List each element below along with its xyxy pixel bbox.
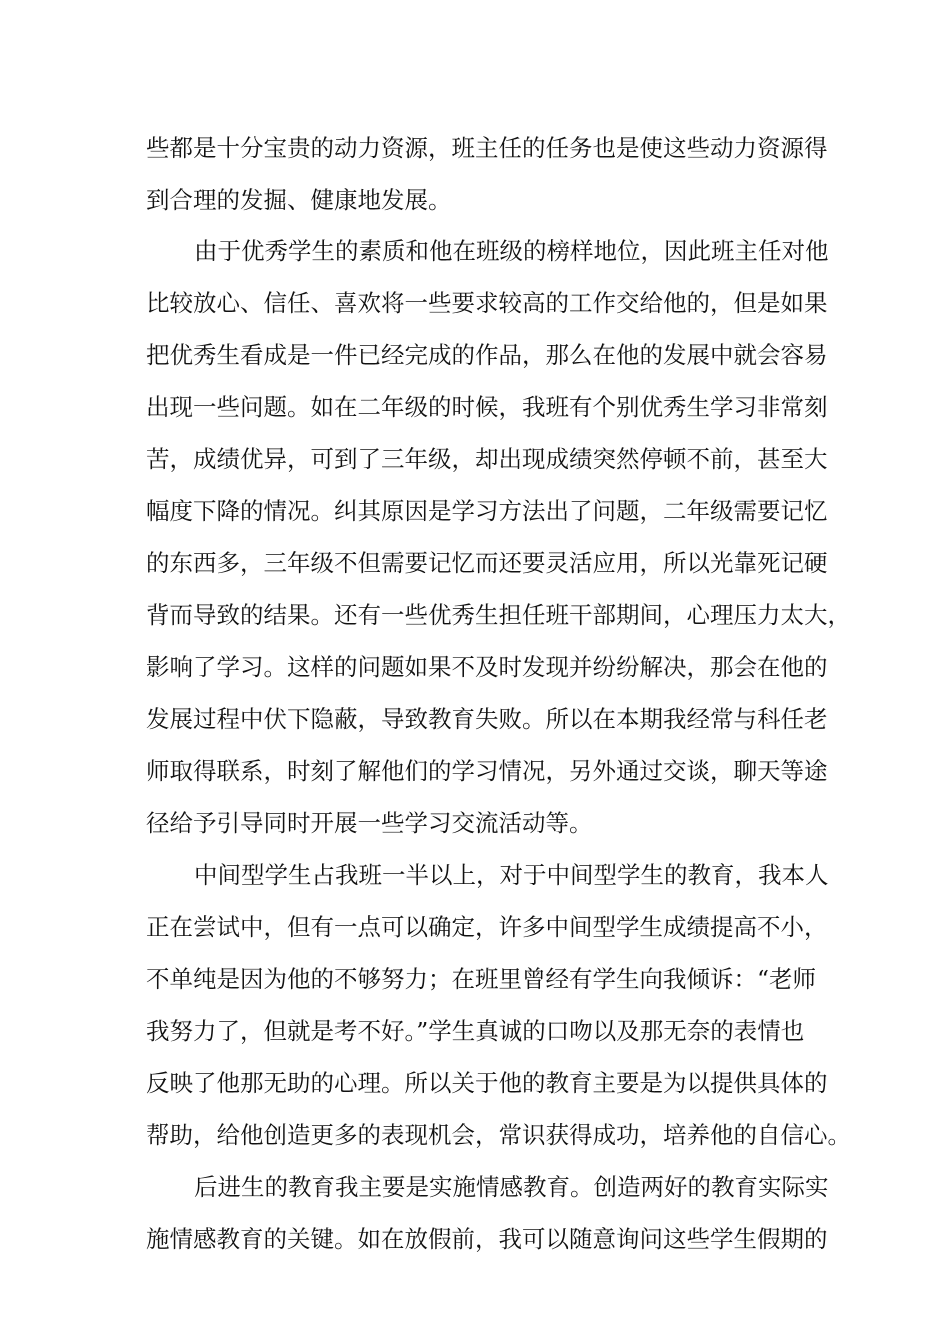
text-line: 出现一些问题。如在二年级的时候，我班有个别优秀生学习非常刻: [146, 393, 828, 421]
text-line: 的东西多，三年级不但需要记忆而还要灵活应用，所以光靠死记硬: [146, 549, 828, 577]
paragraph-first-line: 后进生的教育我主要是实施情感教育。创造两好的教育实际实: [194, 1173, 829, 1201]
text-line: 反映了他那无助的心理。所以关于他的教育主要是为以提供具体的: [146, 1069, 828, 1097]
text-line: 幅度下降的情况。纠其原因是学习方法出了问题，二年级需要记忆: [146, 497, 828, 525]
text-line: 正在尝试中，但有一点可以确定，许多中间型学生成绩提高不小，: [146, 913, 828, 941]
text-line: 施情感教育的关键。如在放假前，我可以随意询问这些学生假期的: [146, 1225, 828, 1253]
text-line: 师取得联系，时刻了解他们的学习情况，另外通过交谈，聊天等途: [146, 757, 828, 785]
text-line: 发展过程中伏下隐蔽，导致教育失败。所以在本期我经常与科任老: [146, 705, 828, 733]
text-line: 帮助，给他创造更多的表现机会，常识获得成功，培养他的自信心。: [146, 1121, 851, 1149]
text-line: 径给予引导同时开展一些学习交流活动等。: [146, 809, 593, 837]
paragraph-first-line: 由于优秀学生的素质和他在班级的榜样地位，因此班主任对他: [194, 237, 829, 265]
text-line: 影响了学习。这样的问题如果不及时发现并纷纷解决，那会在他的: [146, 653, 828, 681]
text-line: 些都是十分宝贵的动力资源，班主任的任务也是使这些动力资源得: [146, 134, 828, 162]
text-line: 到合理的发掘、健康地发展。: [146, 186, 452, 214]
text-line: 我努力了，但就是考不好。”学生真诚的口吻以及那无奈的表情也: [146, 1017, 805, 1045]
text-line: 背而导致的结果。还有一些优秀生担任班干部期间，心理压力太大，: [146, 601, 851, 629]
text-line: 不单纯是因为他的不够努力；在班里曾经有学生向我倾诉：“老师: [146, 965, 817, 993]
paragraph-first-line: 中间型学生占我班一半以上，对于中间型学生的教育，我本人: [194, 861, 829, 889]
text-line: 把优秀生看成是一件已经完成的作品，那么在他的发展中就会容易: [146, 341, 828, 369]
text-line: 苦，成绩优异，可到了三年级，却出现成绩突然停顿不前，甚至大: [146, 445, 828, 473]
text-line: 比较放心、信任、喜欢将一些要求较高的工作交给他的，但是如果: [146, 289, 828, 317]
